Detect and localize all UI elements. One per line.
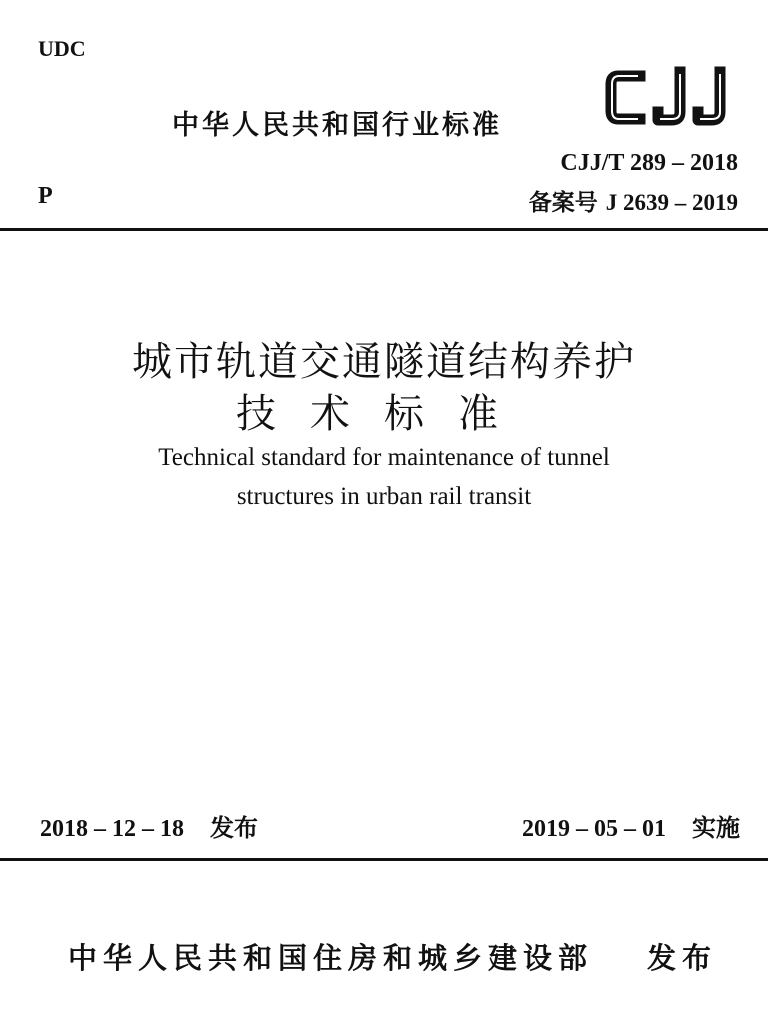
record-label: 备案号 <box>528 190 598 216</box>
title-english-line1: Technical standard for maintenance of tunnel <box>158 444 610 471</box>
issuer-action-label: 发布 <box>647 941 718 975</box>
standard-code: CJJ/T 289 – 2018 <box>560 150 738 176</box>
industry-standard-heading: 中华人民共和国行业标准 <box>172 110 502 141</box>
footer-divider <box>0 858 768 861</box>
record-value: J 2639 – 2019 <box>605 190 738 215</box>
classification-code: P <box>38 183 53 209</box>
title-chinese-line1: 城市轨道交通隧道结构养护 <box>132 339 636 385</box>
issuing-authority: 中华人民共和国住房和城乡建设部 <box>68 941 594 975</box>
implement-date <box>522 808 740 843</box>
title-chinese-line2: 技术标准 <box>236 391 532 437</box>
title-english-line2: structures in urban rail transit <box>236 483 532 510</box>
publish-date <box>40 808 258 843</box>
cjj-logo <box>602 62 740 132</box>
header-divider <box>0 228 768 231</box>
udc-label: UDC <box>38 36 86 61</box>
implement-label: 实施 <box>692 814 740 842</box>
implement-date-value: 2019 – 05 – 01 <box>522 816 666 842</box>
publish-label: 发布 <box>210 814 258 842</box>
record-number <box>529 184 738 217</box>
publish-date-value: 2018 – 12 – 18 <box>40 816 184 842</box>
